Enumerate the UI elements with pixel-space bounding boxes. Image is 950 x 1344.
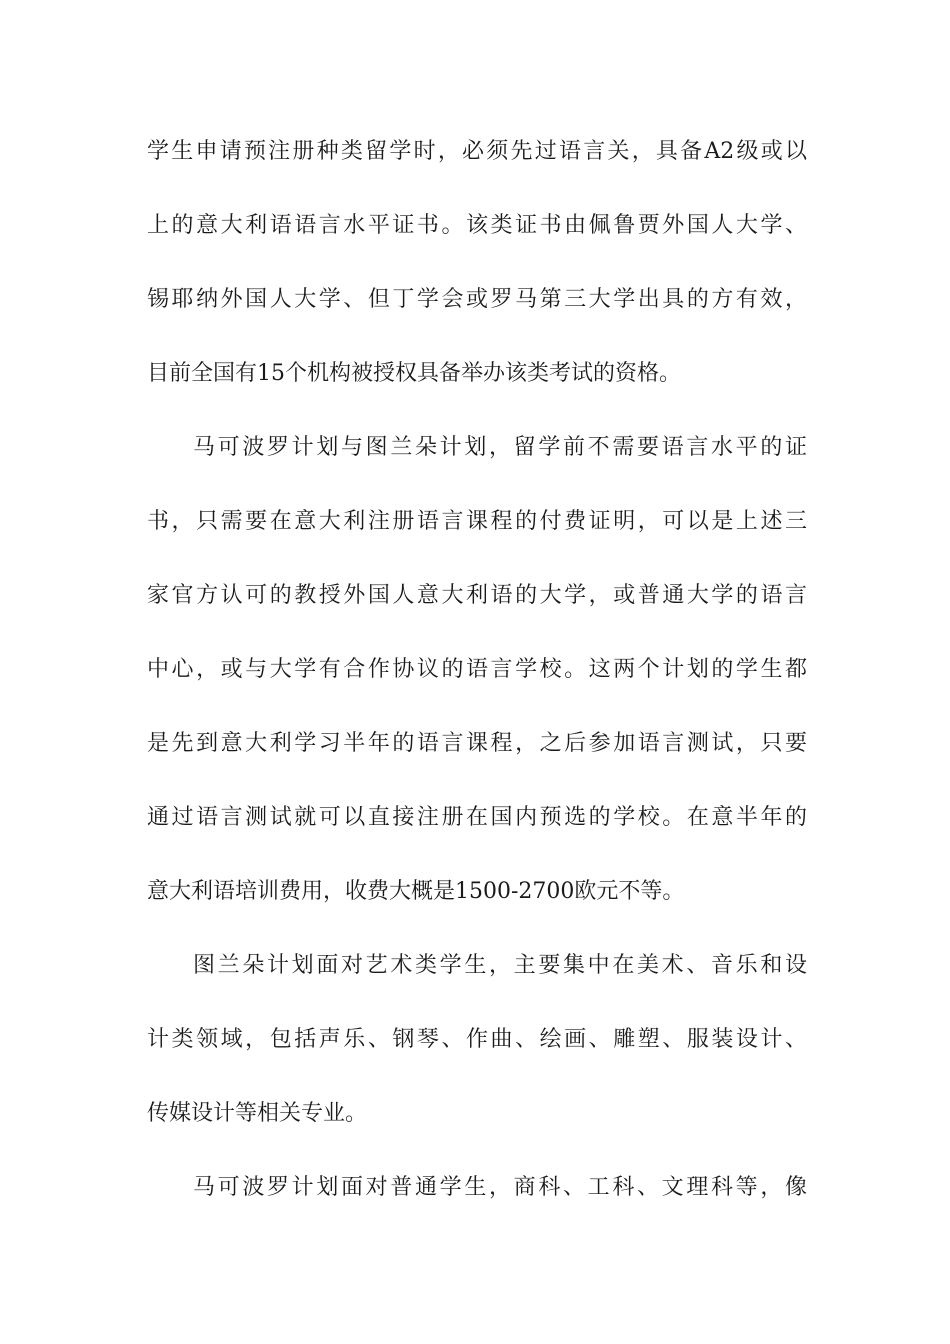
paragraph-3-line-1: 图兰朵计划面对艺术类学生，主要集中在美术、音乐和设 (193, 953, 807, 978)
paragraph-4-line-1: 马可波罗计划面对普通学生，商科、工科、文理科等，像 (193, 1175, 807, 1200)
paragraph-1-line-2: 上的意大利语语言水平证书。该类证书由佩鲁贾外国人大学、 (147, 213, 807, 238)
paragraph-1-line-4: 目前全国有15个机构被授权具备举办该类考试的资格。 (147, 361, 681, 386)
paragraph-2-line-2: 书，只需要在意大利注册语言课程的付费证明，可以是上述三 (147, 509, 807, 534)
paragraph-1-line-1: 学生申请预注册种类留学时，必须先过语言关，具备A2级或以 (147, 139, 807, 164)
paragraph-1-line-3: 锡耶纳外国人大学、但丁学会或罗马第三大学出具的方有效， (147, 287, 807, 312)
paragraph-2-line-4: 中心，或与大学有合作协议的语言学校。这两个计划的学生都 (147, 657, 807, 682)
paragraph-2-line-6: 通过语言测试就可以直接注册在国内预选的学校。在意半年的 (147, 805, 807, 830)
paragraph-3-line-2: 计类领域，包括声乐、钢琴、作曲、绘画、雕塑、服装设计、 (147, 1027, 807, 1052)
paragraph-3-line-3: 传媒设计等相关专业。 (147, 1101, 368, 1126)
paragraph-2-line-3: 家官方认可的教授外国人意大利语的大学，或普通大学的语言 (147, 583, 807, 608)
paragraph-2-line-5: 是先到意大利学习半年的语言课程，之后参加语言测试，只要 (147, 731, 807, 756)
paragraph-2-line-1: 马可波罗计划与图兰朵计划，留学前不需要语言水平的证 (193, 435, 807, 460)
paragraph-2-line-7: 意大利语培训费用，收费大概是1500-2700欧元不等。 (147, 879, 685, 904)
